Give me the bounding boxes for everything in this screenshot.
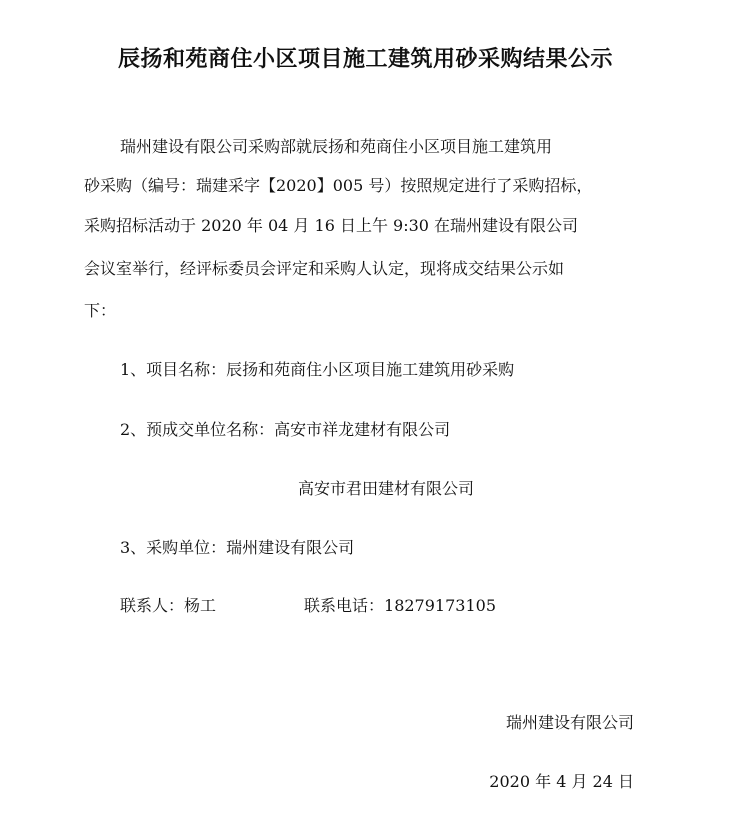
item-winning-bidder: 2、预成交单位名称：高安市祥龙建材有限公司 <box>120 420 451 439</box>
contact-line <box>120 595 496 617</box>
intro-line-1: 瑞州建设有限公司采购部就辰扬和苑商住小区项目施工建筑用 <box>120 137 553 156</box>
intro-line-3: 采购招标活动于 2020 年 04 月 16 日上午 9:30 在瑞州建设有限公司 <box>84 216 579 235</box>
contact-phone: 联系电话：18279173105 <box>304 596 496 615</box>
item-winning-bidder-2: 高安市君田建材有限公司 <box>298 479 475 498</box>
item-project-name: 1、项目名称：辰扬和苑商住小区项目施工建筑用砂采购 <box>120 360 515 379</box>
intro-line-5: 下： <box>84 301 117 320</box>
signature-organization: 瑞州建设有限公司 <box>505 713 634 732</box>
intro-line-2: 砂采购（编号：瑞建采字【2020】005 号）按照规定进行了采购招标， <box>84 176 593 195</box>
document-title: 辰扬和苑商住小区项目施工建筑用砂采购结果公示 <box>117 46 613 72</box>
item-purchasing-unit: 3、采购单位：瑞州建设有限公司 <box>120 538 355 557</box>
signature-date: 2020 年 4 月 24 日 <box>489 772 634 791</box>
contact-person: 联系人：杨工 <box>120 596 217 615</box>
intro-line-4: 会议室举行，经评标委员会评定和采购人认定，现将成交结果公示如 <box>84 259 565 278</box>
